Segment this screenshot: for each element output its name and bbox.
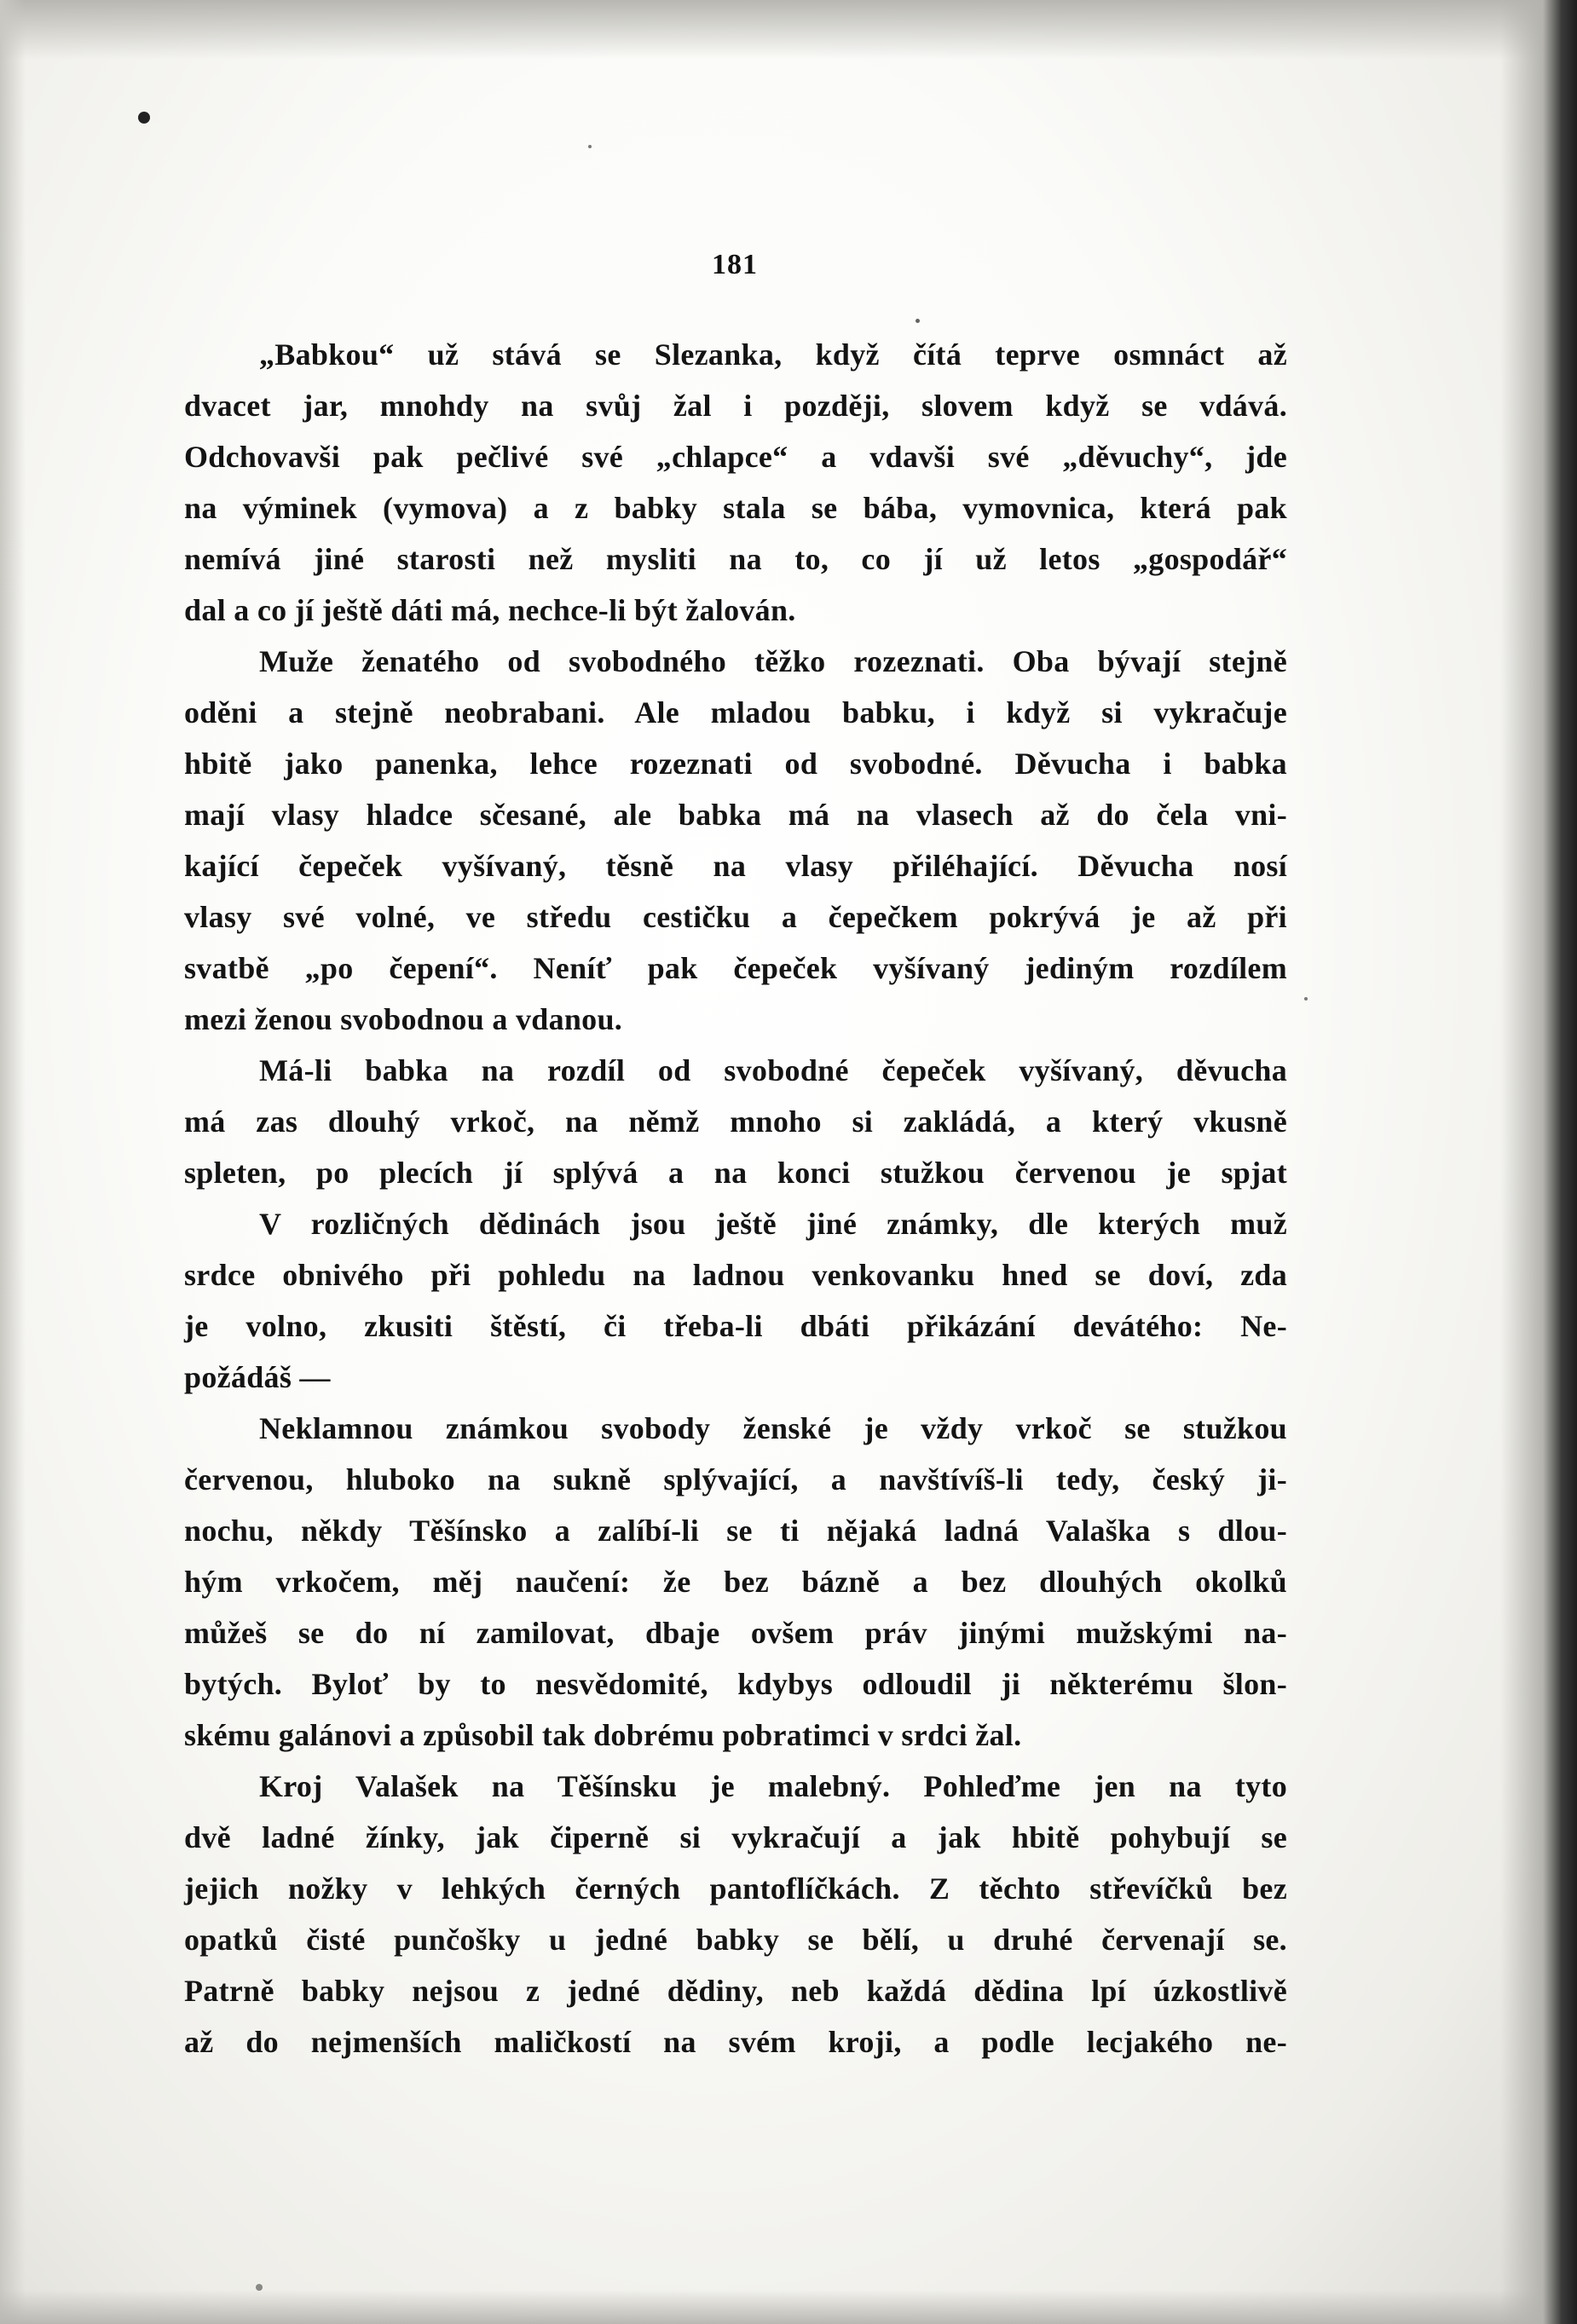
scan-speck bbox=[1304, 997, 1308, 1001]
scan-shadow-right bbox=[1500, 0, 1577, 2324]
text-line: Má-li babka na rozdíl od svobodné čepeček vyšívaný, děvucha bbox=[259, 1053, 1287, 1087]
text-line: hbitě jako panenka, lehce rozeznati od svobodné. Děvucha i babka bbox=[184, 747, 1287, 781]
text-line: Odchovavši pak pečlivé své „chlapce“ a vdavši své „děvuchy“, jde bbox=[184, 440, 1287, 474]
page-number: 181 bbox=[712, 249, 758, 280]
text-line: dvě ladné žínky, jak čiperně si vykračují a jak hbitě pohybují se bbox=[184, 1820, 1287, 1854]
scan-shadow-left bbox=[0, 0, 26, 2324]
text-line: oděni a stejně neobrabani. Ale mladou babku, i když si vykračuje bbox=[184, 695, 1287, 729]
text-line: nochu, někdy Těšínsko a zalíbí-li se ti nějaká ladná Valaška s dlou- bbox=[184, 1514, 1287, 1548]
scan-speck bbox=[256, 2284, 263, 2291]
text-line: na výminek (vymova) a z babky stala se bába, vymovnica, která pak bbox=[184, 491, 1287, 525]
text-line: mají vlasy hladce sčesané, ale babka má na vlasech až do čela vni- bbox=[184, 798, 1287, 832]
text-line: mezi ženou svobodnou a vdanou. bbox=[184, 1002, 623, 1036]
text-line: vlasy své volné, ve středu cestičku a čepečkem pokrývá je až při bbox=[184, 900, 1287, 934]
text-line: dvacet jar, mnohdy na svůj žal i později, slovem když se vdává. bbox=[184, 389, 1287, 423]
text-line: hým vrkočem, měj naučení: že bez bázně a bez dlouhých okolků bbox=[184, 1565, 1287, 1599]
text-line: bytých. Byloť by to nesvědomité, kdybys odloudil ji některému šlon- bbox=[184, 1667, 1287, 1701]
scan-speck bbox=[916, 319, 920, 323]
text-line: Neklamnou známkou svobody ženské je vždy vrkoč se stužkou bbox=[259, 1411, 1287, 1445]
text-line: Kroj Valašek na Těšínsku je malebný. Pohleďme jen na tyto bbox=[259, 1769, 1287, 1803]
text-line: můžeš se do ní zamilovat, dbaje ovšem práv jinými mužskými na- bbox=[184, 1616, 1287, 1650]
text-line: Patrně babky nejsou z jedné dědiny, neb každá dědina lpí úzkostlivě bbox=[184, 1974, 1287, 2008]
scan-speck bbox=[138, 112, 150, 124]
scan-shadow-bottom bbox=[0, 2290, 1577, 2324]
text-line: červenou, hluboko na sukně splývající, a navštívíš-li tedy, český ji- bbox=[184, 1462, 1287, 1496]
text-line: svatbě „po čepení“. Neníť pak čepeček vyšívaný jediným rozdílem bbox=[184, 951, 1287, 985]
text-line: „Babkou“ už stává se Slezanka, když čítá teprve osmnáct až bbox=[259, 337, 1287, 372]
text-line: má zas dlouhý vrkoč, na němž mnoho si zakládá, a který vkusně bbox=[184, 1104, 1287, 1139]
text-line: je volno, zkusiti štěstí, či třeba-li dbáti přikázání devátého: Ne- bbox=[184, 1309, 1287, 1343]
text-line: skému galánovi a způsobil tak dobrému pobratimci v srdci žal. bbox=[184, 1718, 1022, 1752]
scan-speck bbox=[588, 145, 592, 148]
text-line: až do nejmenších maličkostí na svém kroji, a podle lecjakého ne- bbox=[184, 2025, 1287, 2059]
text-line: opatků čisté punčošky u jedné babky se bělí, u druhé červenají se. bbox=[184, 1923, 1287, 1957]
text-line: dal a co jí ještě dáti má, nechce-li být žalován. bbox=[184, 593, 796, 627]
body-text bbox=[184, 329, 1287, 2067]
text-line: kající čepeček vyšívaný, těsně na vlasy přiléhající. Děvucha nosí bbox=[184, 849, 1287, 883]
text-line: V rozličných dědinách jsou ještě jiné známky, dle kterých muž bbox=[259, 1207, 1287, 1241]
text-line: požádáš — bbox=[184, 1360, 331, 1394]
text-line: spleten, po plecích jí splývá a na konci stužkou červenou je spjat bbox=[184, 1156, 1287, 1190]
text-line: srdce obnivého při pohledu na ladnou venkovanku hned se doví, zda bbox=[184, 1258, 1287, 1292]
text-line: nemívá jiné starosti než mysliti na to, co jí už letos „gospodář“ bbox=[184, 542, 1287, 576]
text-line: Muže ženatého od svobodného těžko rozeznati. Oba bývají stejně bbox=[259, 644, 1287, 678]
scan-shadow-top bbox=[0, 0, 1577, 60]
text-line: jejich nožky v lehkých černých pantoflíčkách. Z těchto střevíčků bez bbox=[184, 1871, 1287, 1906]
